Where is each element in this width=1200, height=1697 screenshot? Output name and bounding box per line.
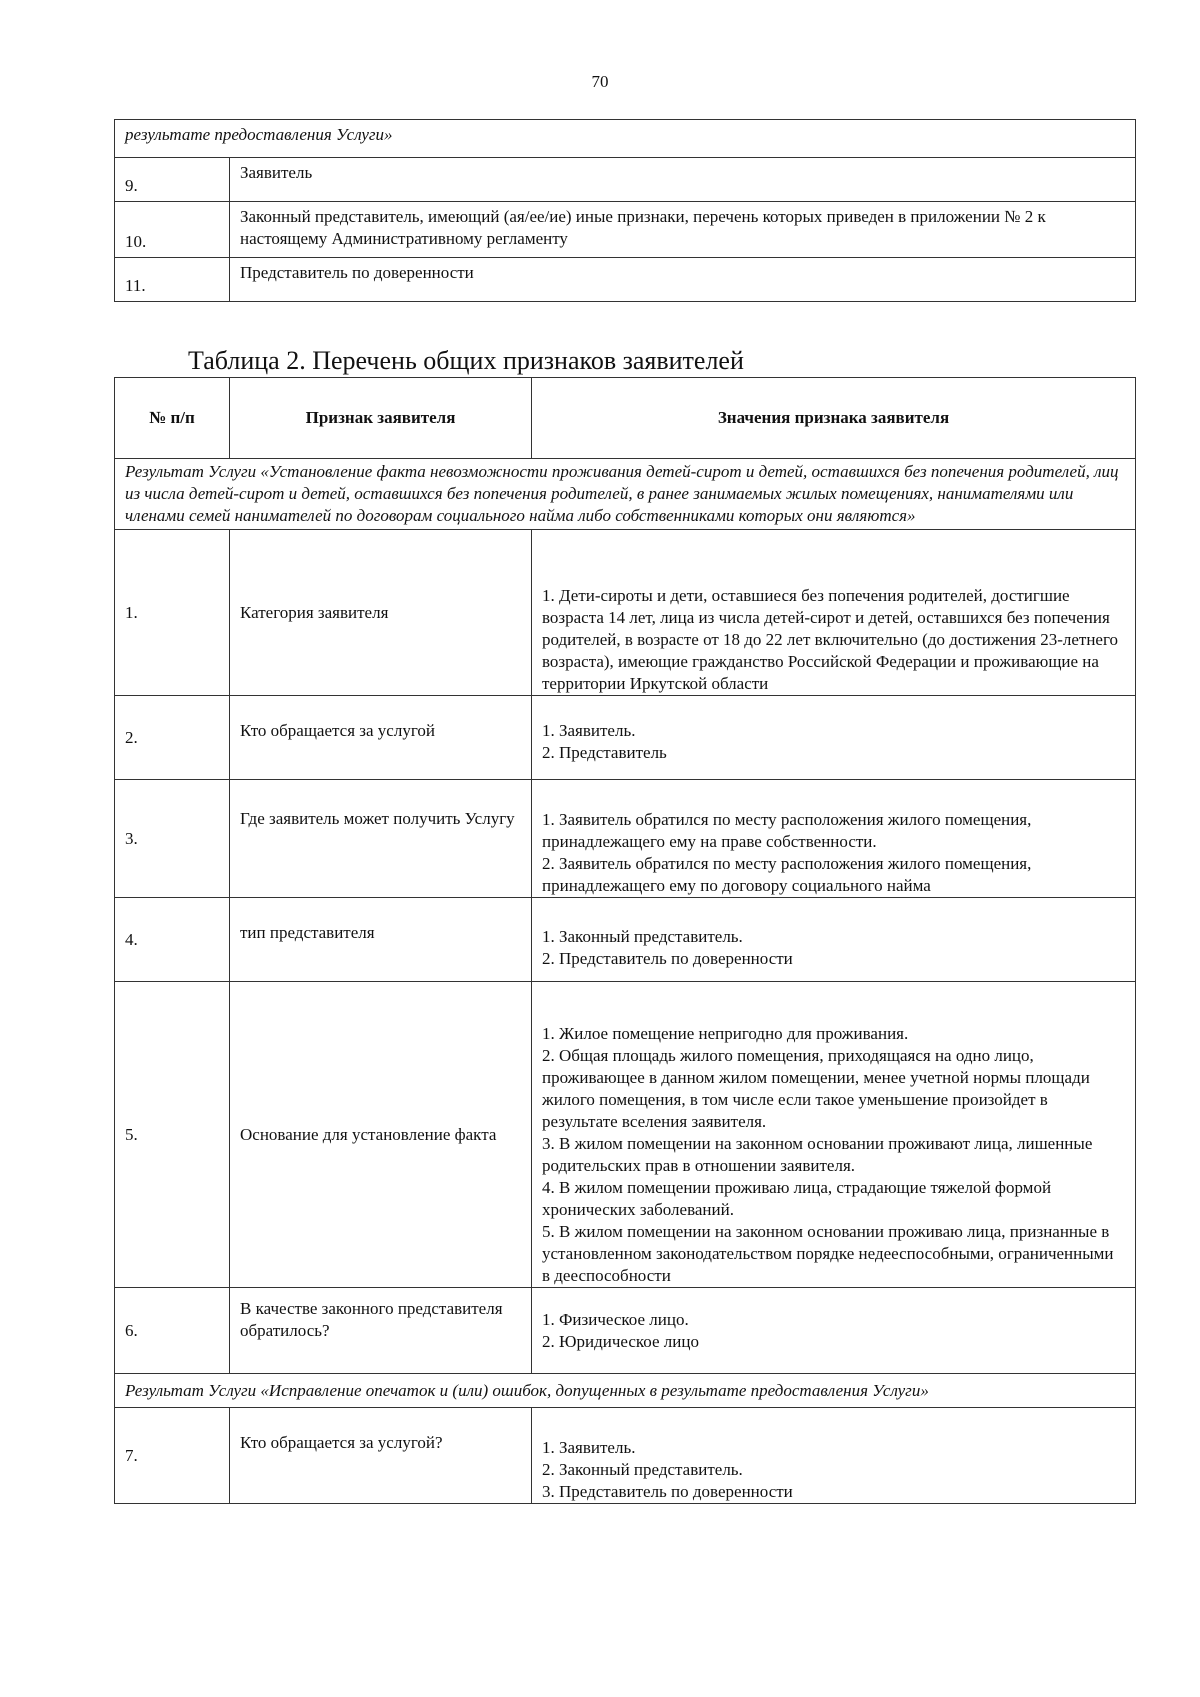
value-line: 5. В жилом помещении на законном основании проживаю лица, признанные в установленном законодательством порядке недееспособными, ограниченными в дееспособности	[542, 1222, 1114, 1285]
row-number: 11.	[115, 258, 230, 302]
header-number: № п/п	[115, 378, 230, 459]
row-values	[532, 780, 1136, 898]
continuation-row: результате предоставления Услуги»	[115, 120, 1136, 158]
row-values	[532, 1288, 1136, 1374]
table-row	[115, 898, 1136, 982]
row-number: 6.	[115, 1288, 230, 1374]
value-line: 1. Заявитель.	[542, 1438, 636, 1457]
value-line: 3. Представитель по доверенности	[542, 1482, 793, 1501]
value-line: 1. Физическое лицо.	[542, 1309, 689, 1329]
value-line: 3. В жилом помещении на законном основании проживают лица, лишенные родительских прав в отношении заявителя.	[542, 1134, 1093, 1175]
table-row	[115, 1288, 1136, 1374]
row-values	[532, 1408, 1136, 1504]
table-row	[115, 780, 1136, 898]
row-number: 9.	[115, 158, 230, 202]
row-text: Заявитель	[230, 158, 1136, 202]
value-line: 2. Общая площадь жилого помещения, приходящаяся на одно лицо, проживающее в данном жилом помещении, менее учетной нормы площади жилого помещения, в том числе если такое уменьшение произойдет в результате вселения заявителя.	[542, 1046, 1090, 1131]
row-number: 2.	[115, 696, 230, 780]
table-row	[115, 202, 1136, 258]
row-attribute: Где заявитель может получить Услугу	[230, 780, 532, 898]
row-number: 5.	[115, 982, 230, 1288]
row-attribute: Основание для установление факта	[230, 982, 532, 1288]
row-number: 7.	[115, 1408, 230, 1504]
row-values	[532, 530, 1136, 696]
value-line: 4. В жилом помещении проживаю лица, страдающие тяжелой формой хронических заболеваний.	[542, 1178, 1052, 1219]
row-attribute: Кто обращается за услугой	[230, 696, 532, 780]
value-line: 1. Жилое помещение непригодно для проживания.	[542, 1024, 909, 1043]
row-attribute: тип представителя	[230, 898, 532, 982]
value-line: 2. Представитель по доверенности	[542, 949, 793, 968]
table-title: Таблица 2. Перечень общих признаков заявителей	[188, 346, 744, 375]
table-applicant-attributes	[114, 377, 1136, 1504]
value-line: 2. Заявитель обратился по месту расположения жилого помещения, принадлежащего ему по договору социального найма	[542, 854, 1032, 895]
value-line: 2. Законный представитель.	[542, 1460, 743, 1479]
section-heading: Результат Услуги «Установление факта невозможности проживания детей-сирот и детей, оставшихся без попечения родителей, лиц из числа детей-сирот и детей, оставшихся без попечения родителей, в ранее занимаемых жилых помещениях, нанимателями или членами семей нанимателей по договорам социального найма либо собственниками которых они являются»	[115, 459, 1136, 530]
header-attribute: Признак заявителя	[230, 378, 532, 459]
row-number: 10.	[115, 202, 230, 258]
row-values	[532, 898, 1136, 982]
header-values: Значения признака заявителя	[532, 378, 1136, 459]
row-attribute: В качестве законного представителя обратилось?	[230, 1288, 532, 1374]
table-row	[115, 258, 1136, 302]
page-number: 70	[591, 72, 609, 91]
row-number: 4.	[115, 898, 230, 982]
row-values	[532, 696, 1136, 780]
row-number: 3.	[115, 780, 230, 898]
table-row	[115, 530, 1136, 696]
value-line: 2. Юридическое лицо	[542, 1331, 699, 1351]
value-line: 1. Законный представитель.	[542, 927, 743, 946]
value-line: 1. Заявитель.	[542, 721, 636, 740]
table-row	[115, 158, 1136, 202]
value-line: 2. Представитель	[542, 743, 667, 762]
table-row	[115, 1408, 1136, 1504]
row-text: Законный представитель, имеющий (ая/ее/ие) иные признаки, перечень которых приведен в приложении № 2 к настоящему Административному регламенту	[230, 202, 1136, 258]
section-heading: Результат Услуги «Исправление опечаток и (или) ошибок, допущенных в результате предоставления Услуги»	[115, 1374, 1136, 1408]
row-attribute: Категория заявителя	[230, 530, 532, 696]
table-applicant-variants	[114, 119, 1136, 302]
table-row	[115, 982, 1136, 1288]
row-number: 1.	[115, 530, 230, 696]
value-line: 1. Заявитель обратился по месту расположения жилого помещения, принадлежащего ему на праве собственности.	[542, 810, 1032, 851]
row-values	[532, 982, 1136, 1288]
row-attribute: Кто обращается за услугой?	[230, 1408, 532, 1504]
row-text: Представитель по доверенности	[230, 258, 1136, 302]
value-line: 1. Дети-сироты и дети, оставшиеся без попечения родителей, достигшие возраста 14 лет, лица из числа детей-сирот и детей, оставшихся без попечения родителей, в возрасте от 18 до 22 лет включительно (до достижения 23-летнего возраста), имеющие гражданство Российской Федерации и проживающие на территории Иркутской области	[542, 586, 1119, 693]
table-row	[115, 696, 1136, 780]
